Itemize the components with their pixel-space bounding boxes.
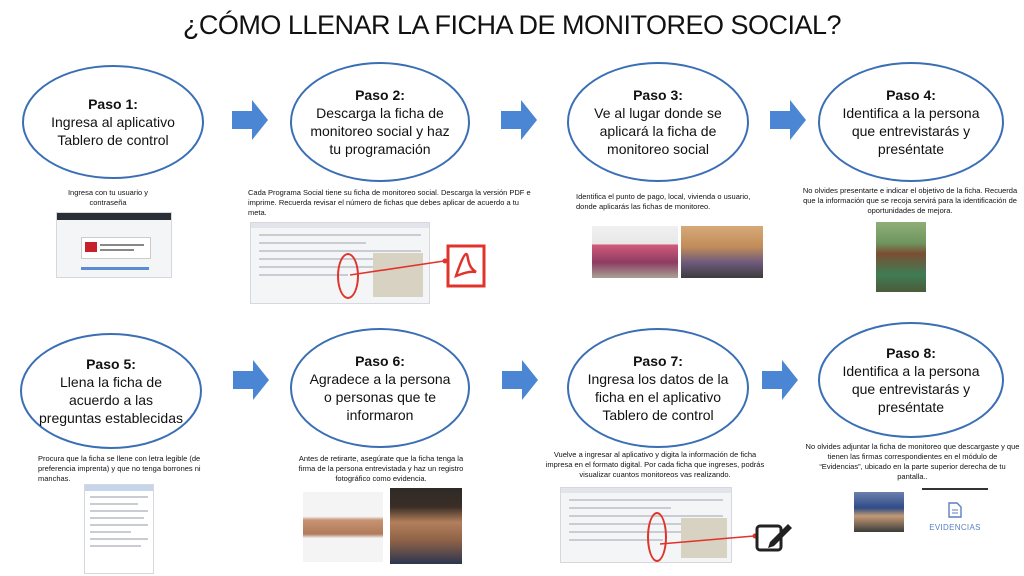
step-6-description: Antes de retirarte, asegúrate que la ficha tenga la firma de la persona entrevistada y haz un registro fotográfico como evidencia. (298, 454, 464, 483)
step-8-oval (818, 322, 1004, 438)
step-3-description: Identifica el punto de pago, local, vivienda o usuario, donde aplicarás las fichas de monitoreo. (576, 192, 751, 211)
step-3-oval (567, 62, 749, 182)
step-6-oval (290, 328, 470, 448)
step-4-heading: Paso 4: (886, 87, 936, 103)
step-5-description: Procura que la ficha se llene con letra legible (de preferencia imprenta) y que no tenga borrones ni manchas. (38, 454, 201, 483)
step-5-oval (20, 333, 202, 449)
step-7-text: Ingresa los datos de la ficha en el aplicativo Tablero de control (587, 371, 729, 423)
arrow-right-icon (232, 100, 268, 140)
step-7-heading: Paso 7: (633, 353, 683, 369)
step-6-text: Agradece a la persona o personas que te informaron (309, 371, 451, 423)
step-4-description: No olvides presentarte e indicar el objetivo de la ficha. Recuerda que la información que se recoja servirá para la identificación de oportunidades de mejora. (802, 186, 1018, 215)
step-1-text: Ingresa al aplicativo Tablero de control (51, 114, 175, 148)
step-1-description: Ingresa con tu usuario y contraseña (67, 188, 149, 207)
step-5-text: Llena la ficha de acuerdo a las preguntas establecidas (39, 374, 183, 426)
step-2-oval (290, 62, 470, 182)
connector-line (350, 255, 450, 285)
step-8-heading: Paso 8: (886, 345, 936, 361)
photo-taking-picture (390, 488, 462, 564)
step-8-text: Identifica a la persona que entrevistarás y preséntate (842, 363, 980, 415)
evidencias-button[interactable] (922, 488, 988, 548)
step-5-heading: Paso 5: (86, 356, 136, 372)
step-3-text: Ve al lugar donde se aplicará la ficha de monitoreo social (594, 105, 722, 157)
step-2-text: Descarga la ficha de monitoreo social y haz tu programación (310, 105, 450, 157)
photo-handshake (303, 492, 383, 562)
connector-line (660, 528, 760, 552)
arrow-right-icon (762, 360, 798, 400)
arrow-right-icon (501, 100, 537, 140)
step-3-heading: Paso 3: (633, 87, 683, 103)
step-2-heading: Paso 2: (355, 87, 405, 103)
arrow-right-icon (770, 100, 806, 140)
step-1-heading: Paso 1: (88, 96, 138, 112)
step-7-oval (567, 328, 749, 448)
pdf-icon (446, 244, 486, 288)
photo-interviewees (876, 222, 926, 292)
step-6-heading: Paso 6: (355, 353, 405, 369)
evidencias-label: EVIDENCIAS (929, 523, 981, 532)
photo-evidence (854, 492, 904, 532)
edit-icon (754, 520, 794, 554)
login-screenshot (56, 212, 172, 278)
arrow-right-icon (502, 360, 538, 400)
step-4-oval (818, 62, 1004, 182)
page-title: ¿CÓMO LLENAR LA FICHA DE MONITOREO SOCIAL? (182, 10, 842, 40)
step-4-text: Identifica a la persona que entrevistarás y preséntate (842, 105, 980, 157)
step-2-description: Cada Programa Social tiene su ficha de monitoreo social. Descarga la versión PDF e imprime. Recuerda revisar el número de fichas que debes aplicar de acuerdo a tu meta. (248, 188, 531, 217)
document-icon (948, 502, 962, 518)
step-1-oval (22, 65, 204, 179)
photo-payment-point (592, 226, 678, 278)
form-document (84, 484, 154, 574)
step-7-description: Vuelve a ingresar al aplicativo y digita la información de ficha impresa en el formato digital. Por cada ficha que ingreses, podrás visualizar cuantos monitoreos vas realizando. (545, 450, 765, 479)
photo-community (681, 226, 763, 278)
step-8-description: No olvides adjuntar la ficha de monitoreo que descargaste y que tienen las firmas correspondientes en el módulo de “Evidencias”, ubicado en la parte superior derecha de tu pantalla.. (805, 442, 1020, 481)
arrow-right-icon (233, 360, 269, 400)
